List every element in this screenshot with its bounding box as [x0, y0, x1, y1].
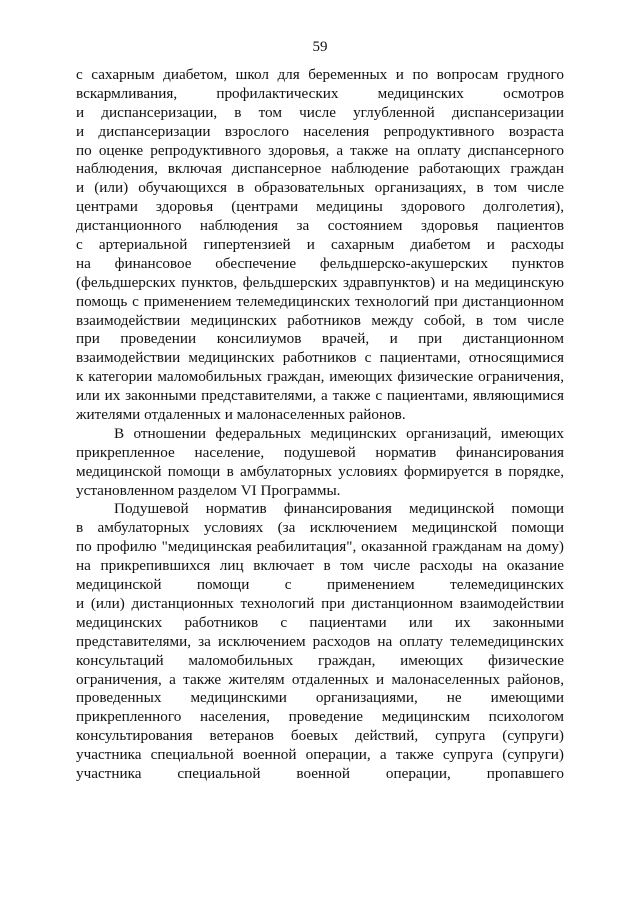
- text-line: или их законными представителями, а также с пациентами, являющимися: [76, 387, 564, 405]
- text-line: консультаций маломобильных граждан, имеющих физические: [76, 651, 564, 669]
- paragraph-last-line: жителями отдаленных и малонаселенных районов.: [76, 406, 406, 424]
- text-line: центрами здоровья (центрами медицины здорового долголетия),: [76, 198, 564, 216]
- text-line: прикрепленное население, подушевой норматив финансирования: [76, 443, 564, 461]
- text-line: на финансовое обеспечение фельдшерско-акушерских пунктов: [76, 254, 564, 272]
- text-line: вскармливания, профилактических медицинских осмотров: [76, 84, 564, 102]
- text-line: медицинских работников с пациентами или их законными: [76, 613, 564, 631]
- text-line: прикрепленного населения, проведение медицинским психологом: [76, 708, 564, 726]
- paragraph-first-line: В отношении федеральных медицинских организаций, имеющих: [114, 424, 564, 442]
- text-line: с артериальной гипертензией и сахарным диабетом и расходы: [76, 236, 564, 254]
- text-line: помощь с применением телемедицинских технологий при дистанционном: [76, 292, 564, 310]
- text-line: и диспансеризации взрослого населения репродуктивного возраста: [76, 122, 564, 140]
- text-line: взаимодействии медицинских работников с пациентами, относящимися: [76, 349, 564, 367]
- text-line: дистанционного наблюдения за состоянием здоровья пациентов: [76, 217, 564, 235]
- paragraph-last-line: установленном разделом VI Программы.: [76, 481, 341, 499]
- text-line: и (или) обучающихся в образовательных организациях, в том числе: [76, 179, 564, 197]
- text-line: по профилю "медицинская реабилитация", оказанной гражданам на дому): [76, 538, 564, 556]
- text-line: по оценке репродуктивного здоровья, а также на оплату диспансерного: [76, 141, 564, 159]
- text-line: медицинской помощи с применением телемедицинских: [76, 576, 564, 594]
- page-number: 59: [312, 39, 328, 55]
- text-line: к категории маломобильных граждан, имеющих физические ограничения,: [76, 368, 564, 386]
- text-line: участника специальной военной операции, а также супруга (супруги): [76, 746, 564, 764]
- text-line: при проведении консилиумов врачей, и при дистанционном: [76, 330, 564, 348]
- text-line: взаимодействии медицинских работников между собой, в том числе: [76, 311, 564, 329]
- text-line: наблюдения, включая диспансерное наблюдение работающих граждан: [76, 160, 564, 178]
- text-line: в амбулаторных условиях (за исключением медицинской помощи: [76, 519, 564, 537]
- text-line: консультирования ветеранов боевых действий, супруга (супруги): [76, 727, 564, 745]
- text-line: представителями, за исключением расходов на оплату телемедицинских: [76, 632, 564, 650]
- text-line: проведенных медицинскими организациями, не имеющими: [76, 689, 564, 707]
- text-line: ограничения, а также жителям отдаленных и малонаселенных районов,: [76, 670, 564, 688]
- text-line: с сахарным диабетом, школ для беременных и по вопросам грудного: [76, 66, 564, 83]
- text-line: медицинской помощи в амбулаторных условиях формируется в порядке,: [76, 462, 564, 480]
- document-body: [76, 66, 564, 784]
- paragraph-first-line: Подушевой норматив финансирования медицинской помощи: [114, 500, 564, 518]
- text-line: (фельдшерских пунктов, фельдшерских здравпунктов) и на медицинскую: [76, 273, 564, 291]
- text-line: на прикрепившихся лиц включает в том числе расходы на оказание: [76, 557, 564, 575]
- text-line: и диспансеризации, в том числе углубленной диспансеризации: [76, 103, 564, 121]
- text-line: и (или) дистанционных технологий при дистанционном взаимодействии: [76, 594, 564, 612]
- text-line: участника специальной военной операции, пропавшего: [76, 764, 564, 782]
